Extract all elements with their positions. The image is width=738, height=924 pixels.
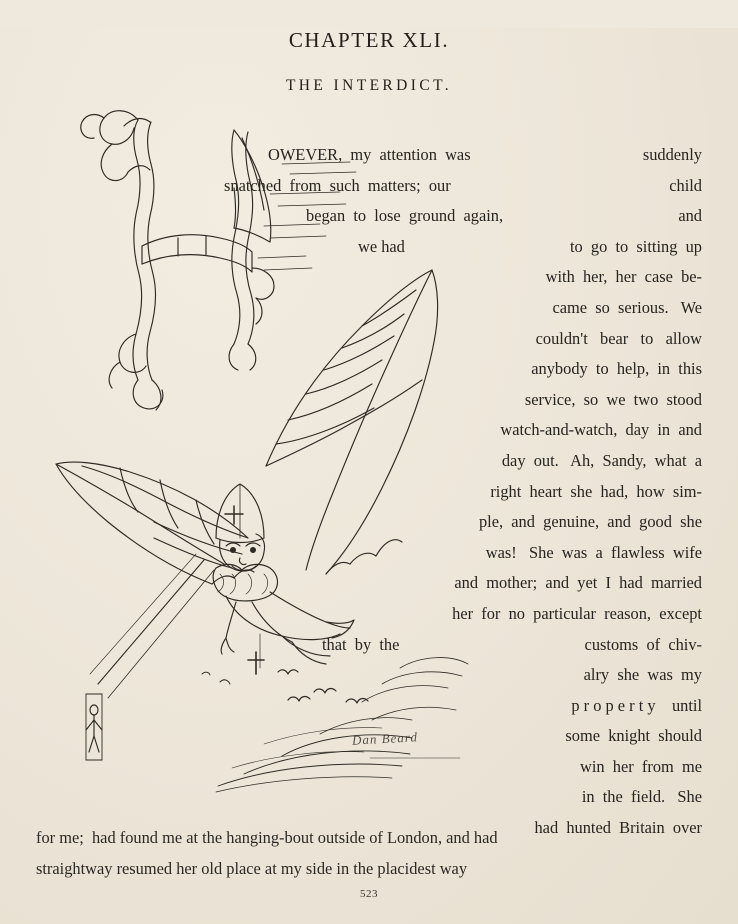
page-title: CHAPTER XLI. [288, 28, 450, 52]
text-line: snatched from such matters; our child [224, 175, 702, 195]
text-line: we had to go to sitting up [358, 236, 702, 256]
text-line: came so serious. We [552, 297, 702, 317]
text-line: p r o p e r t y until [571, 695, 702, 715]
text-line: in the field. She [581, 787, 702, 807]
text-line: for me; had found me at the hanging-bout outside of London, and had [36, 828, 498, 847]
text-line: day out. Ah, Sandy, what a [501, 450, 702, 470]
text-line: OWEVER, my attention was suddenly [268, 145, 702, 164]
artist-signature: Dan Beard [351, 729, 419, 748]
text-line: ple, and genuine, and good she [478, 512, 702, 532]
text-line: win her from me [580, 756, 702, 776]
text-line: began to lose ground again, and [306, 206, 702, 226]
text-line: her for no particular reason, except [452, 603, 702, 623]
text-line: right heart she had, how sim- [490, 481, 702, 501]
text-line: had hunted Britain over [534, 818, 702, 838]
text-line: couldn't bear to allow [535, 328, 702, 348]
text-line: alry she was my [583, 665, 702, 685]
text-line: anybody to help, in this [531, 359, 702, 379]
book-page [0, 28, 738, 924]
chapter-subtitle: THE INTERDICT. [285, 77, 453, 94]
text-line: was! She was a flawless wife [485, 542, 702, 562]
text-line: straightway resumed her old place at my side in the placidest way [36, 858, 468, 878]
text-line: with her, her case be- [545, 267, 702, 287]
text-line: and mother; and yet I had married [454, 573, 702, 593]
text-line: service, so we two stood [524, 389, 702, 409]
text-line: watch-and-watch, day in and [500, 420, 702, 440]
body-text-bottom [36, 823, 702, 884]
text-line: that by the customs of chiv- [322, 634, 702, 654]
text-line: some knight should [565, 726, 702, 746]
body-text [36, 140, 702, 844]
page-number: 523 [360, 888, 378, 900]
